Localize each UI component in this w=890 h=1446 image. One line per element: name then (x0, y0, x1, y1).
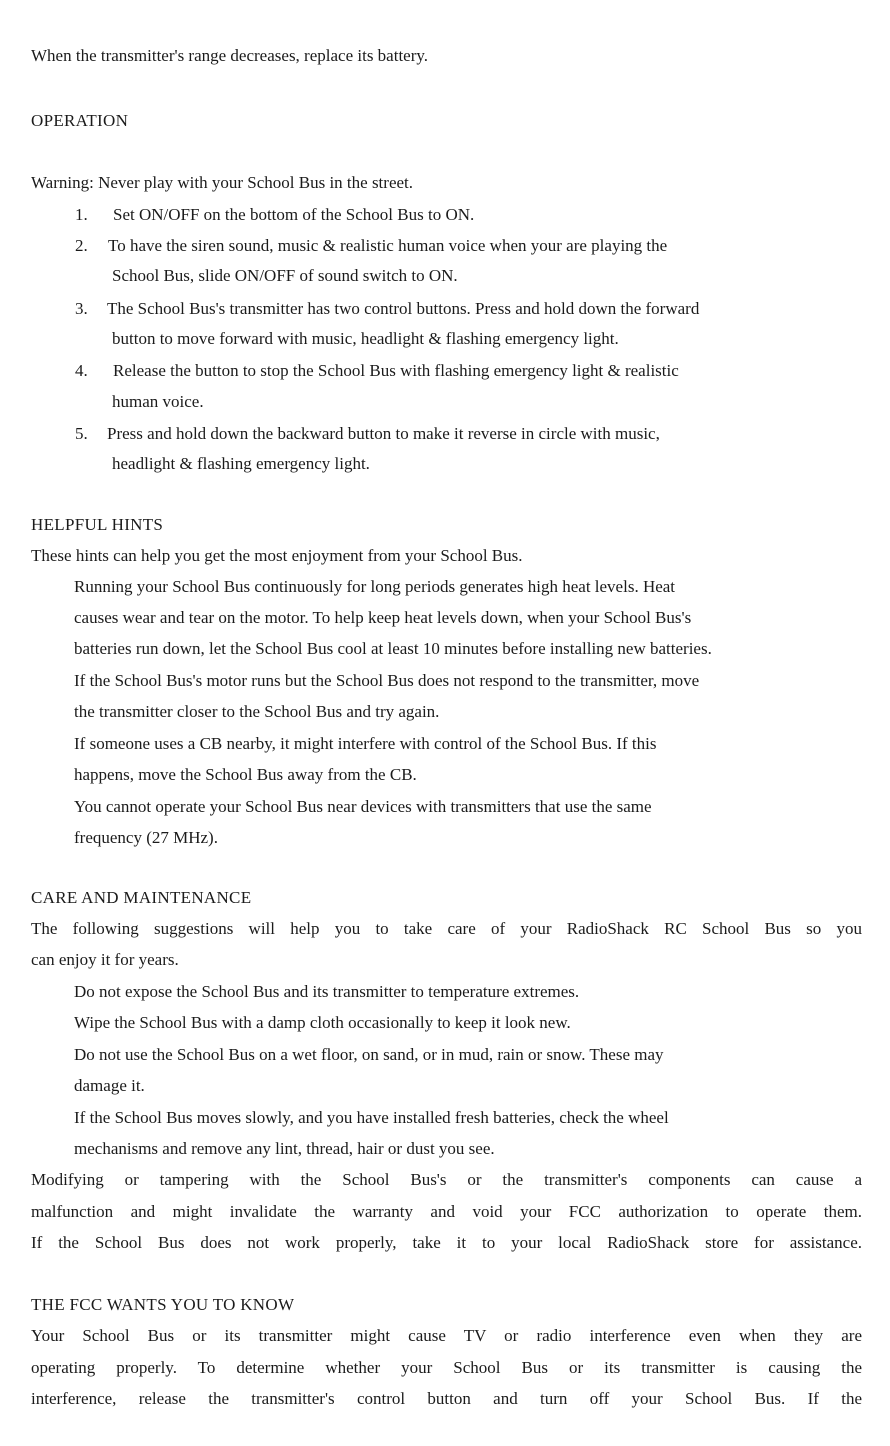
step-text: School Bus, slide ON/OFF of sound switch to ON. (112, 266, 458, 285)
step-text: Release the button to stop the School Bus with flashing emergency light & realistic (113, 361, 679, 380)
care-intro-line: The following suggestions will help you to take care of your RadioShack RC School Bus so you (31, 919, 862, 938)
intro-text: When the transmitter's range decreases, replace its battery. (31, 46, 429, 65)
care-line: mechanisms and remove any lint, thread, hair or dust you see. (74, 1139, 495, 1158)
care-line: Wipe the School Bus with a damp cloth occasionally to keep it look new. (74, 1013, 571, 1032)
care-line: If the School Bus moves slowly, and you have installed fresh batteries, check the wheel (74, 1108, 669, 1127)
operation-warning: Warning: Never play with your School Bus in the street. (31, 173, 414, 192)
care-line: Do not use the School Bus on a wet floor, on sand, or in mud, rain or snow. These may (74, 1045, 664, 1064)
hint-line: happens, move the School Bus away from the CB. (74, 765, 417, 784)
care-line: Do not expose the School Bus and its transmitter to temperature extremes. (74, 982, 580, 1001)
fcc-line: interference, release the transmitter's control button and turn off your School Bus. If the (31, 1389, 862, 1408)
hint-line: causes wear and tear on the motor. To help keep heat levels down, when your School Bus's (74, 608, 692, 627)
care-line: damage it. (74, 1076, 145, 1095)
step-text: headlight & flashing emergency light. (112, 454, 370, 473)
hint-line: If someone uses a CB nearby, it might interfere with control of the School Bus. If this (74, 734, 657, 753)
step-number: 5. (75, 424, 88, 443)
step-text: human voice. (112, 392, 204, 411)
fcc-line: Your School Bus or its transmitter might cause TV or radio interference even when they are (31, 1326, 862, 1345)
step-text: To have the siren sound, music & realistic human voice when your are playing the (108, 236, 668, 255)
hint-line: Running your School Bus continuously for long periods generates high heat levels. Heat (74, 577, 676, 596)
care-closing-line: malfunction and might invalidate the warranty and void your FCC authorization to operate them. (31, 1202, 862, 1221)
step-number: 4. (75, 361, 88, 380)
hint-line: If the School Bus's motor runs but the School Bus does not respond to the transmitter, move (74, 671, 700, 690)
step-number: 2. (75, 236, 88, 255)
step-text: Press and hold down the backward button to make it reverse in circle with music, (107, 424, 660, 443)
hint-line: You cannot operate your School Bus near devices with transmitters that use the same (74, 797, 652, 816)
hints-heading: HELPFUL HINTS (31, 515, 164, 534)
fcc-heading: THE FCC WANTS YOU TO KNOW (31, 1295, 295, 1314)
step-number: 1. (75, 205, 88, 224)
hints-intro: These hints can help you get the most enjoyment from your School Bus. (31, 546, 523, 565)
hint-line: frequency (27 MHz). (74, 828, 218, 847)
step-text: Set ON/OFF on the bottom of the School Bus to ON. (113, 205, 475, 224)
care-heading: CARE AND MAINTENANCE (31, 888, 252, 907)
hint-line: the transmitter closer to the School Bus and try again. (74, 702, 440, 721)
care-closing-line: Modifying or tampering with the School Bus's or the transmitter's components can cause a (31, 1170, 862, 1189)
step-text: The School Bus's transmitter has two control buttons. Press and hold down the forward (107, 299, 700, 318)
step-text: button to move forward with music, headlight & flashing emergency light. (112, 329, 619, 348)
care-closing-line: If the School Bus does not work properly, take it to your local RadioShack store for assistance. (31, 1233, 862, 1252)
operation-heading: OPERATION (31, 111, 129, 130)
care-intro-line: can enjoy it for years. (31, 950, 179, 969)
hint-line: batteries run down, let the School Bus cool at least 10 minutes before installing new batteries. (74, 639, 712, 658)
fcc-line: operating properly. To determine whether your School Bus or its transmitter is causing the (31, 1358, 862, 1377)
step-number: 3. (75, 299, 88, 318)
